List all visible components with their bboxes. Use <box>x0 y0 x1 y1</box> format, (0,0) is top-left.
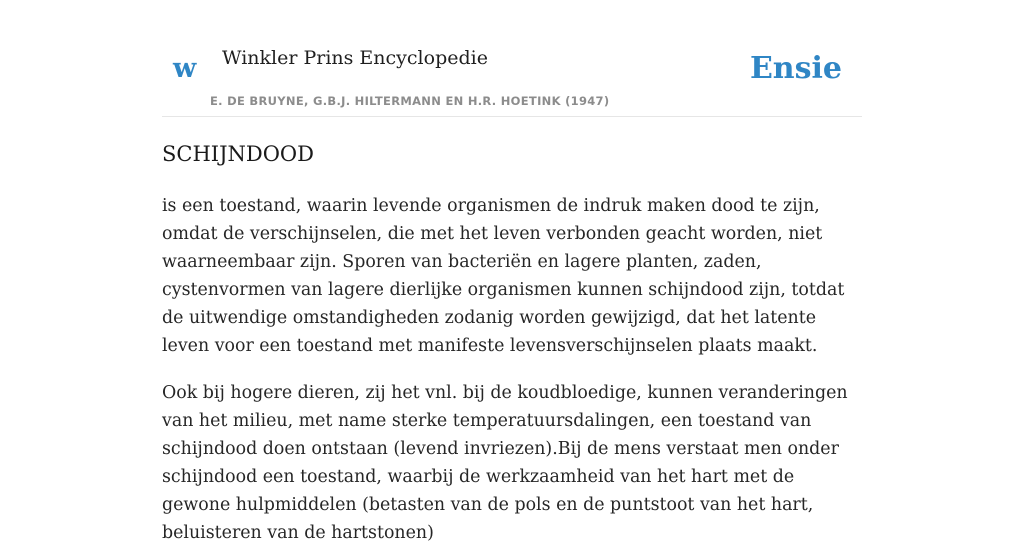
ensie-brand-link[interactable]: Ensie <box>749 51 842 86</box>
site-header <box>162 0 862 117</box>
article-paragraph: is een toestand, waarin levende organismen de indruk maken dood te zijn, omdat de verschijnselen, die met het leven verbonden geacht worden, niet waarneembaar zijn. Sporen van bacteriën en lagere planten, zaden, cystenvormen van lagere dierlijke organismen kunnen schijndood zijn, totdat de uitwendige omstandigheden zodanig worden gewijzigd, dat het latente leven voor een toestand met manifeste levensverschijnselen plaats maakt. <box>162 196 845 356</box>
entry-title: SCHIJNDOOD <box>162 142 314 166</box>
article <box>162 136 867 547</box>
encyclopedia-title: Winkler Prins Encyclopedie <box>222 47 488 69</box>
site-logo[interactable]: w <box>173 53 197 84</box>
article-paragraph: Ook bij hogere dieren, zij het vnl. bij de koudbloedige, kunnen veranderingen van het milieu, met name sterke temperatuursdalingen, een toestand van schijndood doen ontstaan (levend invriezen).Bij de mens verstaat men onder schijndood een toestand, waarbij de werkzaamheid van het hart met de gewone hulpmiddelen (betasten van de pols en de puntstoot van het hart, beluisteren van de hartstonen) <box>162 383 848 543</box>
authors-byline: E. DE BRUYNE, G.B.J. HILTERMANN EN H.R. HOETINK (1947) <box>210 94 610 108</box>
